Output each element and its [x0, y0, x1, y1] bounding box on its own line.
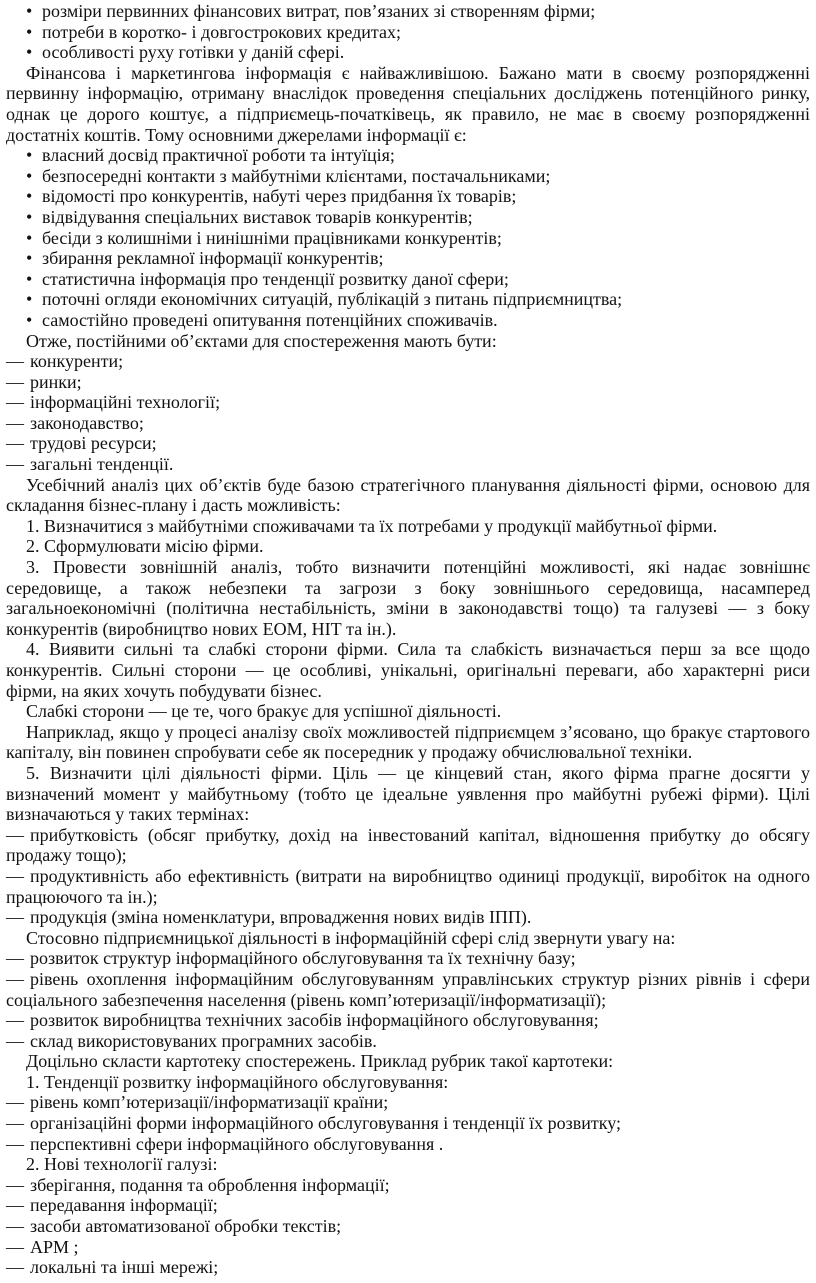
dash-glyph: —: [6, 412, 24, 433]
bullet-glyph: •: [26, 21, 33, 42]
list-item: — розвиток виробництва технічних засобів інформаційного обслуговування;: [6, 1010, 599, 1031]
bullet-glyph: •: [26, 309, 33, 330]
step-5: 5. Визначити цілі діяльності фірми. Ціль — це кінцевий стан, якого фірма прагне досягти у визначений момент у майбутньому (тобто це ідеальне уявлення про майбутні рубежі фірми). Цілі визначаються у таких термінах:: [6, 762, 810, 825]
list-item: • особливості руху готівки у даній сфері.: [26, 42, 345, 63]
bullet-glyph: •: [26, 227, 33, 248]
bullet-glyph: •: [26, 42, 33, 63]
list-item: • самостійно проведені опитування потенційних споживачів.: [26, 309, 498, 330]
list-item: — рівень комп’ютеризації/інформатизації країни;: [6, 1092, 389, 1113]
list-item: — законодавство;: [6, 412, 144, 433]
list-item: — організаційні форми інформаційного обслуговування і тенденції їх розвитку;: [6, 1113, 622, 1134]
list-item: — локальні та інші мережі;: [6, 1257, 219, 1278]
list-item: — продукція (зміна номенклатури, впровадження нових видів ІПП).: [6, 907, 532, 928]
list-item: • поточні огляди економічних ситуацій, публікацій з питань підприємництва;: [26, 289, 623, 310]
dash-glyph: —: [6, 351, 24, 372]
list-item: — рівень охоплення інформаційним обслуговуванням управлінських структур різних рівнів і сфери соціального забезпечення населення (рівень комп’ютеризації/інформатизації);: [6, 968, 810, 1010]
list-item: — склад використовуваних програмних засобів.: [6, 1030, 377, 1051]
sources-bullet-list: [26, 145, 810, 330]
goal-terms-list: [6, 824, 810, 928]
list-item: — загальні тенденції.: [6, 454, 174, 475]
example-paragraph: Наприклад, якщо у процесі аналізу своїх можливостей підприємцем з’ясовано, що бракує стартового капіталу, він повинен спробувати себе як посередник у продажу обчислювальної техніки.: [6, 721, 810, 763]
list-item: — перспективні сфери інформаційного обслуговування .: [6, 1133, 444, 1154]
dash-glyph: —: [6, 968, 24, 989]
dash-glyph: —: [6, 433, 24, 454]
dash-glyph: —: [6, 1257, 24, 1278]
dash-glyph: —: [6, 1236, 24, 1257]
dash-glyph: —: [6, 1113, 24, 1134]
list-item: — конкуренти;: [6, 351, 124, 372]
list-item: — розвиток структур інформаційного обслуговування та їх технічну базу;: [6, 948, 576, 969]
list-item: — трудові ресурси;: [6, 433, 157, 454]
step-1: 1. Визначитися з майбутніми споживачами та їх потребами у продукції майбутньої фірми.: [26, 515, 718, 536]
attention-intro: Стосовно підприємницької діяльності в інформаційній сфері слід звернути увагу на:: [26, 927, 676, 948]
list-item: • статистична інформація про тенденції розвитку даної сфери;: [26, 268, 509, 289]
dash-glyph: —: [6, 1010, 24, 1031]
step-2: 2. Сформулювати місію фірми.: [26, 536, 264, 557]
bullet-glyph: •: [26, 268, 33, 289]
list-item: — прибутковість (обсяг прибутку, дохід на інвестований капітал, відношення прибутку до обсягу продажу тощо);: [6, 824, 810, 866]
bullet-glyph: •: [26, 248, 33, 269]
weak-sides-paragraph: Слабкі сторони — це те, чого бракує для успішної діяльності.: [26, 701, 502, 722]
bullet-glyph: •: [26, 186, 33, 207]
attention-list: [6, 948, 810, 1051]
dash-glyph: —: [6, 1174, 24, 1195]
dash-glyph: —: [6, 1195, 24, 1216]
list-item: • бесіди з колишніми і нинішніми працівниками конкурентів;: [26, 227, 502, 248]
dash-glyph: —: [6, 948, 24, 969]
dash-glyph: —: [6, 1030, 24, 1051]
list-item: — ринки;: [6, 371, 82, 392]
step-4: 4. Виявити сильні та слабкі сторони фірми. Сила та слабкість визначається перш за все щодо конкурентів. Сильні сторони — це особливі, унікальні, оригінальні переваги, або характерні риси фірми, на яких хочуть побудувати бізнес.: [6, 639, 810, 701]
list-item: — зберігання, подання та оброблення інформації;: [6, 1174, 390, 1195]
list-item: • власний досвід практичної роботи та інтуїція;: [26, 145, 395, 166]
rubric-2-title: 2. Нові технології галузі:: [26, 1154, 218, 1175]
card-intro: Доцільно скласти картотеку спостережень. Приклад рубрик такої картотеки:: [26, 1051, 614, 1072]
dash-glyph: —: [6, 865, 24, 886]
bullet-glyph: •: [26, 1, 33, 21]
objects-intro: Отже, постійними об’єктами для спостереження мають бути:: [26, 330, 497, 351]
rubric-1-title: 1. Тенденції розвитку інформаційного обслуговування:: [26, 1071, 449, 1092]
dash-glyph: —: [6, 1133, 24, 1154]
dash-glyph: —: [6, 371, 24, 392]
list-item: • потреби в коротко- і довгострокових кредитах;: [26, 21, 401, 42]
list-item: — АРМ ;: [6, 1236, 79, 1257]
dash-glyph: —: [6, 907, 24, 928]
bullet-glyph: •: [26, 145, 33, 166]
objects-dash-list: [6, 351, 810, 475]
bullet-glyph: •: [26, 206, 33, 227]
list-item: — інформаційні технології;: [6, 392, 221, 413]
bullet-glyph: •: [26, 165, 33, 186]
rubric-1-list: [6, 1092, 810, 1154]
list-item: • розміри первинних фінансових витрат, пов’язаних зі створенням фірми;: [26, 1, 596, 21]
dash-glyph: —: [6, 454, 24, 475]
step-3: 3. Провести зовнішній аналіз, тобто визначити потенційні можливості, які надає зовнішнє середовище, а також небезпеки та загрози з боку зовнішнього середовища, насамперед загальноекономічні (політична нестабільність, зміни в законодавстві тощо) та галузеві — з боку конкурентів (виробництво нових ЕОМ, НІТ та ін.).: [6, 557, 810, 639]
list-item: • безпосередні контакти з майбутніми клієнтами, постачальниками;: [26, 165, 551, 186]
rubric-2-list: [6, 1174, 810, 1278]
list-item: — засоби автоматизованої обробки текстів;: [6, 1216, 342, 1237]
list-item: • відомості про конкурентів, набуті через придбання їх товарів;: [26, 186, 517, 207]
list-item: • збирання рекламної інформації конкурентів;: [26, 248, 384, 269]
dash-glyph: —: [6, 1216, 24, 1237]
dash-glyph: —: [6, 392, 24, 413]
list-item: — продуктивність або ефективність (витрати на виробництво одиниці продукції, виробіток на одного працюючого та ін.);: [6, 865, 810, 907]
dash-glyph: —: [6, 824, 24, 845]
intro-bullet-list: [26, 1, 810, 63]
dash-glyph: —: [6, 1092, 24, 1113]
analysis-paragraph: Усебічний аналіз цих об’єктів буде базою стратегічного планування діяльності фірми, основою для складання бізнес-плану і дасть можливість:: [6, 474, 810, 516]
info-paragraph: Фінансова і маркетингова інформація є найважливішою. Бажано мати в своєму розпорядженні первинну інформацію, отриману внаслідок проведення спеціальних досліджень потенційного ринку, однак це дорого коштує, а підприємець-початківець, як правило, не має в своєму розпорядженні достатніх коштів. Тому основними джерелами інформації є:: [6, 62, 810, 145]
list-item: — передавання інформації;: [6, 1195, 218, 1216]
bullet-glyph: •: [26, 289, 33, 310]
list-item: • відвідування спеціальних виставок товарів конкурентів;: [26, 206, 473, 227]
